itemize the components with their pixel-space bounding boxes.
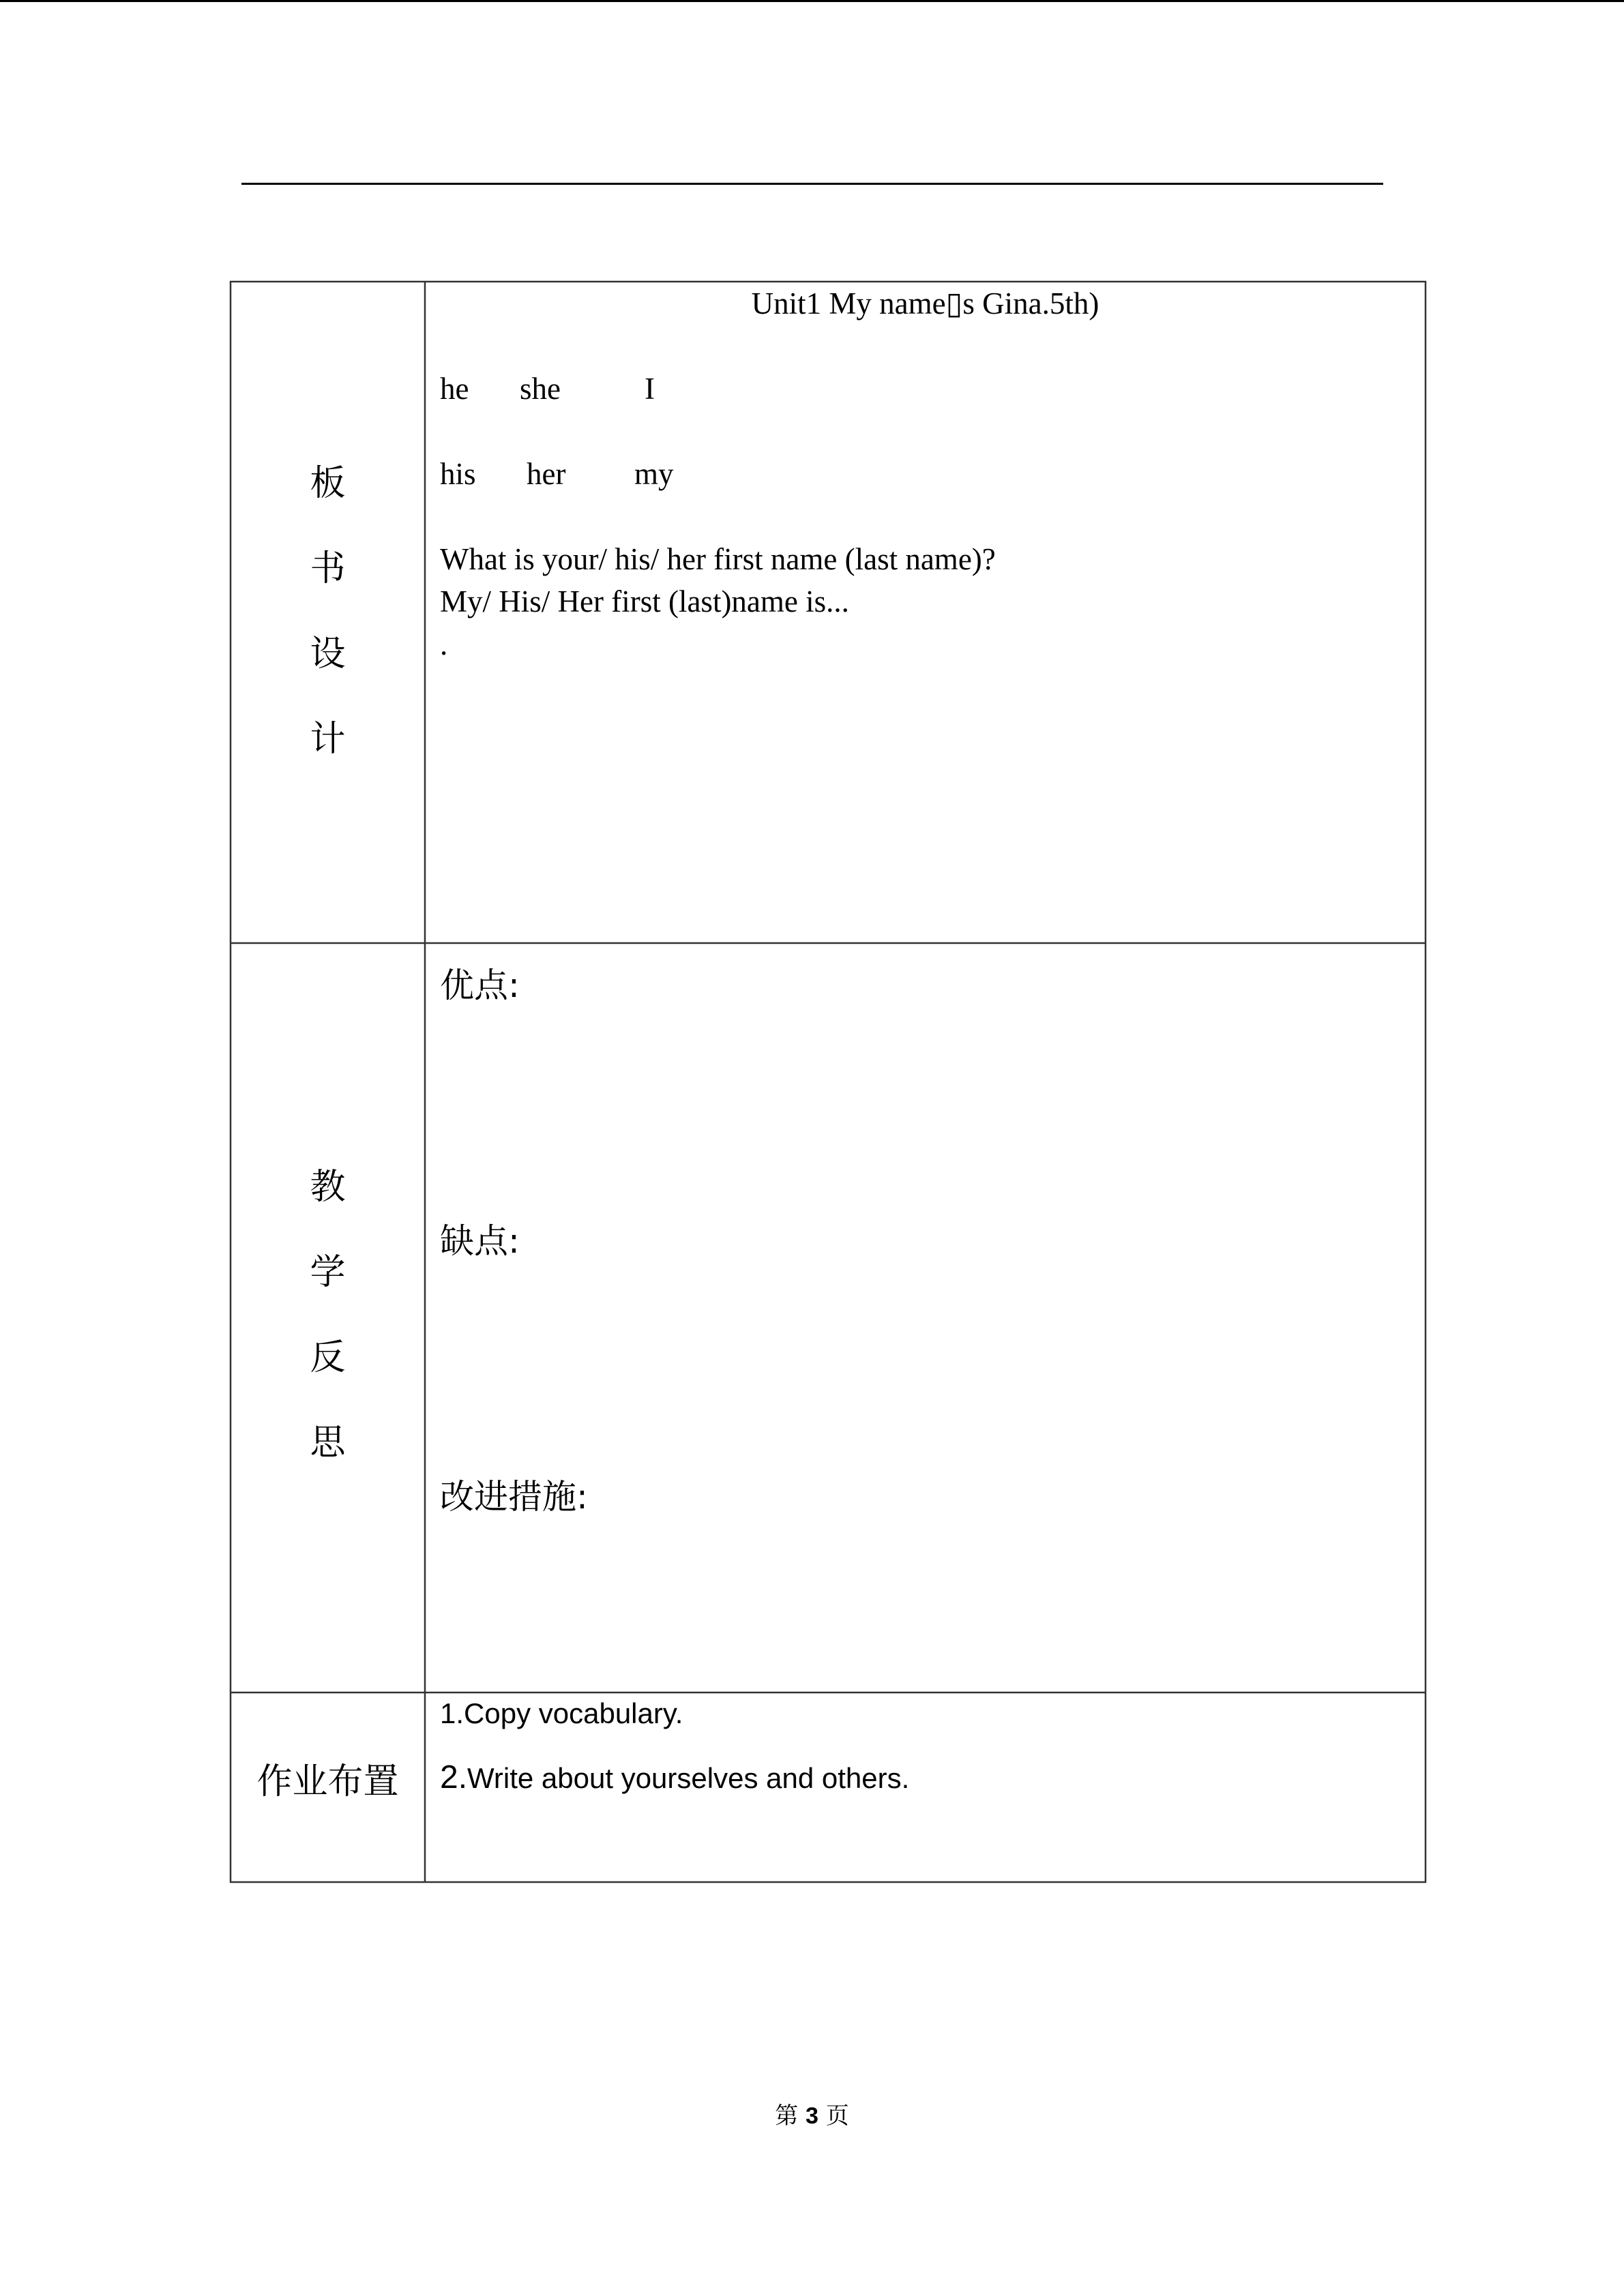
reflection-label-cell (231, 943, 425, 1693)
pronoun-his: his (440, 457, 476, 491)
board-design-label-char: 计 (310, 719, 346, 760)
advantages-heading: 优点: (440, 966, 520, 1005)
pronoun-he: he (440, 372, 469, 406)
reflection-label-char: 教 (310, 1167, 346, 1208)
pronoun-her: her (527, 457, 566, 491)
homework-item-1: 1.Copy vocabulary. (440, 1697, 683, 1729)
footer-suffix: 页 (825, 2102, 849, 2130)
board-design-label-char: 板 (310, 463, 346, 504)
footer-prefix: 第 (775, 2102, 799, 2130)
page-footer (0, 2097, 1624, 2130)
board-design-title: Unit1 My name▯s Gina.5th) (751, 286, 1099, 320)
question-sentence: What is your/ his/ her first name (last name)? (440, 542, 996, 576)
disadvantages-heading: 缺点: (440, 1221, 520, 1261)
reflection-label-char: 学 (310, 1252, 346, 1293)
board-design-label-cell (231, 282, 425, 943)
answer-sentence: My/ His/ Her first (last)name is... (440, 584, 849, 618)
homework-label-cell (231, 1693, 425, 1882)
board-design-label-char: 书 (310, 548, 346, 589)
page-number: 3 (806, 2103, 818, 2129)
reflection-label-char: 反 (310, 1337, 346, 1378)
homework-item-2 (440, 1758, 909, 1798)
pronoun-my: my (634, 457, 674, 491)
homework-item-2-text: Write about yourselves and others. (467, 1762, 910, 1794)
homework-item-2-number: 2. (440, 1759, 468, 1795)
homework-label: 作业布置 (256, 1761, 399, 1802)
board-design-label-char: 设 (310, 633, 346, 674)
pronoun-she: she (520, 372, 561, 406)
pronoun-i: I (645, 372, 655, 406)
board-dot: . (440, 627, 448, 661)
improvements-heading: 改进措施: (440, 1477, 588, 1517)
reflection-label-char: 思 (310, 1422, 346, 1463)
